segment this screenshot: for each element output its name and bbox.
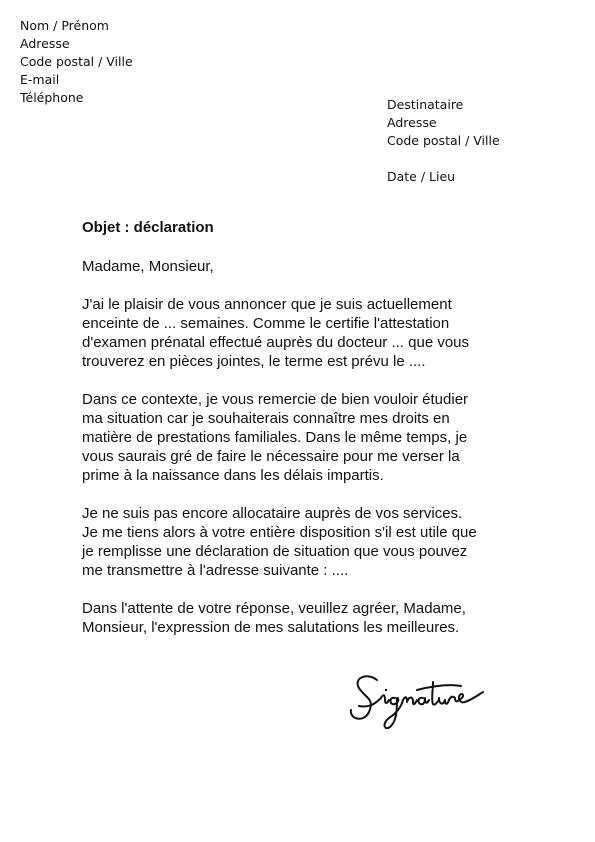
sender-phone: Téléphone [20, 90, 84, 105]
recipient-address: Adresse [387, 115, 437, 130]
body-line: Je ne suis pas encore allocataire auprès de vos services. [82, 505, 463, 522]
body-line: matière de prestations familiales. Dans le même temps, je [82, 429, 468, 446]
sender-email: E-mail [20, 72, 60, 87]
salutation [82, 257, 522, 276]
body-line: Je me tiens alors à votre entière disposition s'il est utile que [82, 524, 477, 541]
recipient-block [387, 96, 500, 150]
recipient-postal-city: Code postal / Ville [387, 133, 500, 148]
body-line: trouverez en pièces jointes, le terme est prévu le .... [82, 353, 426, 370]
sender-address: Adresse [20, 36, 70, 51]
body-line: J'ai le plaisir de vous annoncer que je suis actuellement [82, 296, 452, 313]
date-place: Date / Lieu [387, 169, 456, 184]
sender-postal-city: Code postal / Ville [20, 54, 133, 69]
salutation-line: Madame, Monsieur, [82, 258, 214, 275]
body-line: Dans ce contexte, je vous remercie de bien vouloir étudier [82, 391, 469, 408]
handwritten-signature [345, 668, 495, 738]
paragraph-announcement [82, 295, 522, 371]
body-line: vous saurais gré de faire le nécessaire pour me verser la [82, 448, 460, 465]
body-line: Dans l'attente de votre réponse, veuillez agréer, Madame, [82, 600, 466, 617]
body-line: je remplisse une déclaration de situation que vous pouvez [82, 543, 468, 560]
body-line: Monsieur, l'expression de mes salutations les meilleures. [82, 619, 460, 636]
body-line: prime à la naissance dans les délais impartis. [82, 467, 384, 484]
body-line: d'examen prénatal effectué auprès du docteur ... que vous [82, 334, 470, 351]
sender-block [20, 17, 133, 107]
body-line: ma situation car je souhaiterais connaître mes droits en [82, 410, 450, 427]
body-line: enceinte de ... semaines. Comme le certifie l'attestation [82, 315, 450, 332]
paragraph-context [82, 390, 522, 485]
letter-subject: Objet : déclaration [82, 219, 214, 236]
sender-name: Nom / Prénom [20, 18, 109, 33]
paragraph-closing [82, 599, 522, 637]
recipient-name: Destinataire [387, 97, 464, 112]
letter-body [82, 257, 522, 656]
paragraph-request [82, 504, 522, 580]
body-line: me transmettre à l'adresse suivante : .... [82, 562, 349, 579]
